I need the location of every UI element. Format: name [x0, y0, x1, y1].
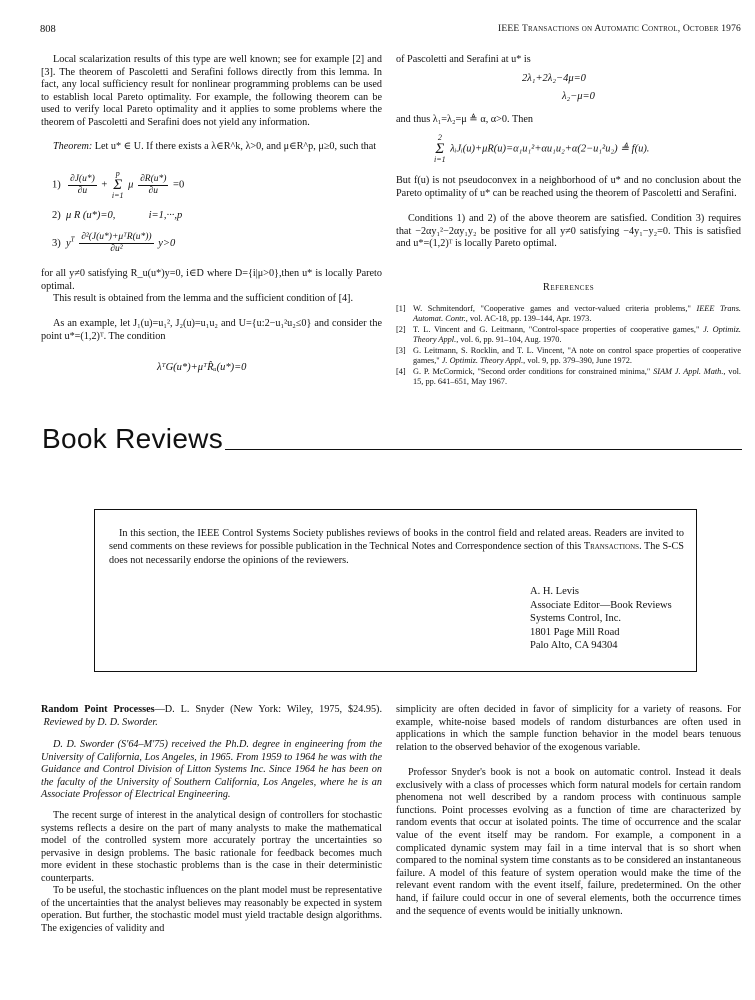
summation-symbol: 2 Σ i=1 — [434, 133, 446, 164]
editorial-notice-box — [94, 509, 697, 672]
paragraph-and-thus: and thus λ₁=λ₂=μ ≜ α, α>0. Then — [396, 114, 533, 125]
review-heading — [41, 704, 382, 729]
reference-item: [3] G. Leitmann, S. Rocklin, and T. L. Vincent, "A note on control space properties of cooperative games," J. Optimiz. Theory Appl., vol. 9, pp. 379–390, June 1972. — [396, 345, 741, 366]
paragraph-for-all-y: for all y≠0 satisfying R_u(u*)y=0, i∈D where D={i|μ>0},then u* is locally Pareto optimal. — [41, 268, 382, 292]
editor-city: Palo Alto, CA 94304 — [530, 640, 618, 652]
equation-lambda2: λ₂−μ=0 — [562, 91, 595, 102]
theorem-text: Let u* ∈ U. If there exists a λ∈R^k, λ>0, and μ∈R^p, μ≥0, such that — [92, 141, 377, 152]
paragraph-pseudoconvex: But f(u) is not pseudoconvex in a neighborhood of u* and no conclusion about the Pareto optimality of u* can be reached using the theorem of Pascoletti and Serafini. — [396, 175, 741, 199]
condition-1: 1) $\frac{\partial J(u*)}{\partial u}$ + p Σ i=1 μ $\frac{\partial R(u*)}{\partial u}$ =0 — [52, 169, 185, 200]
paragraph-conditions: Conditions 1) and 2) of the above theorem are satisfied. Condition 3) requires that −2αy₁²−2αy₁y₂ be positive for all y≠0 satisfying −4y₁−y₂=0. This is satisfied and u*=(1,2)ᵀ is locally Pareto optimal. — [396, 213, 741, 250]
book-title: Random Point Processes — [41, 704, 155, 715]
issue-date: October 1976 — [682, 24, 741, 34]
paragraph-scalarization: Local scalarization results of this type are well known; see for example [2] and [3]. The theorem of Pascoletti and Serafini follows directly from this lemma. In fact, any local sufficiency result for nonlinear programming problems can be used to establish local Pareto optimality. For example, the following theorem can be used to verify local Pareto optimality and it applies to some problems where the theorem of Pascoletti and Serafini does not yield any information. — [41, 54, 382, 128]
equation-f-of-u: 2 Σ i=1 λᵢJᵢ(u)+μR(u)=α₁u₁²+αu₁u₂+α(2−u₁²u₂) ≜ f(u). — [434, 133, 650, 164]
reference-item: [4] G. P. McCormick, "Second order conditions for constrained minima," SIAM J. Appl. Math., vol. 15, pp. 641–651, May 1967. — [396, 366, 741, 386]
reference-item: [1] W. Schmitendorf, "Cooperative games and vector-valued criteria problems," IEEE Trans. Automat. Contr., vol. AC-18, pp. 139–144, Apr. 1973. — [396, 304, 741, 324]
reviewer-bio: D. D. Sworder (S'64–M'75) received the Ph.D. degree in engineering from the University of California, Los Angeles, in 1965. From 1959 to 1964 he was with the Guidance and Control Division of Litton Systems Inc. Since 1964 he has been on the faculty of the University of Southern California, Los Angeles, where he is an Associate Professor of Electrical Engineering. — [41, 739, 382, 801]
editor-name: A. H. Levis — [530, 586, 579, 597]
references-heading: References — [542, 282, 595, 293]
paragraph-lemma-result: This result is obtained from the lemma and the sufficient condition of [4]. — [53, 293, 353, 304]
section-title — [42, 424, 742, 454]
review-paragraph: simplicity are often decided in favor of simplicity for a variety of reasons. For example, white-noise based models of random disturbances are often used in applications in which the sample function behavior in the model bears tenuous relation to the observed behavior of the exogenous variable. — [396, 704, 741, 753]
section-title-text: Book Reviews — [42, 423, 224, 454]
theorem-statement — [41, 141, 382, 154]
journal-name: Transactions on Automatic Control — [521, 24, 678, 34]
journal-prefix: IEEE — [498, 24, 520, 34]
book-info: —D. L. Snyder (New York: Wiley, 1975, $24.95). — [154, 704, 382, 715]
page-number: 808 — [40, 24, 56, 35]
section-title-rule — [225, 449, 742, 450]
theorem-label: Theorem: — [53, 141, 93, 152]
editor-organization: Systems Control, Inc. — [530, 613, 621, 625]
reviewer: Reviewed by D. D. Sworder. — [43, 716, 158, 728]
reference-item: [2] T. L. Vincent and G. Leitmann, "Control-space properties of cooperative games," J. Optimiz. Theory Appl., vol. 6, pp. 91–104, Aug. 1970. — [396, 324, 741, 345]
editor-title: Associate Editor—Book Reviews — [530, 599, 672, 611]
review-paragraph: To be useful, the stochastic influences on the plant model must be representative of the uncertainties that the analyst believes may reasonably be expected in system operation. But further, the stochastic model must yield tractable design algorithms. The exigencies of validity and — [41, 885, 382, 934]
paragraph-pascoletti-at-u: of Pascoletti and Serafini at u* is — [396, 54, 531, 65]
editor-street: 1801 Page Mill Road — [530, 626, 620, 638]
running-header: IEEE Transactions on Automatic Control, October 1976 — [498, 24, 741, 34]
review-paragraph: The recent surge of interest in the analytical design of controllers for stochastic systems reflects a desire on the part of many analysts to make the mathematical model of the controlled system more accurately portray the uncertainties so pervasive in design problems. The basic rationale for feedback becomes much more evident in these stochastic problems than is the case in their deterministic counterparts. — [41, 810, 382, 884]
editor-address — [530, 585, 672, 653]
paragraph-example: As an example, let J₁(u)=u₁², J₂(u)=u₁u₂ and U={u:2−u₁²u₂≤0} and consider the point u*=(1,2)ᵀ. The condition — [41, 318, 382, 342]
review-paragraph: Professor Snyder's book is not a book on automatic control. Instead it deals exclusively with a class of processes which form natural models for certain random phenomena not well described by a random process with continuous sample functions. Point processes evolving as a function of time are characterized by random events that occur at isolated points. The time of occurrence and the scalar value of the event itself may be random. For example, a component in a complicated dynamic system may fail in a time interval that is so short when compared to the nominal system time constants as to be considered an instantaneous failure. A model of this feature of system operation would make the time of the relevant event random with the event itself, failure, predetermined. On the other hand, if failure could occur in one of several elements, both the occurrence times and the sequence of events would be initially unknown. — [396, 767, 741, 917]
equation-lambda-sum: 2λ₁+2λ₂−4μ=0 — [522, 73, 586, 84]
condition-2: 2) μ R (u*)=0, i=1,···,p — [52, 210, 183, 221]
summation-symbol: p Σ i=1 — [111, 169, 124, 200]
condition-3: 3) $y^T$ $\frac{\text{∂²(J(u*)+μᵀR(u*))}}{\text{∂u²}}$ y>0 — [52, 232, 176, 254]
references-list — [396, 304, 741, 388]
editorial-notice-text: In this section, the IEEE Control Systems Society publishes reviews of books in the control field and related areas. Readers are invited to send comments on these reviews for possible publication in the Technical Notes and Correspondence section of this Transactions. The S-CS does not necessarily endorse the opinions of the reviewers. — [109, 528, 684, 566]
condition-equation: λᵀG(u*)+μᵀR̂ᵤ(u*)=0 — [157, 362, 247, 373]
